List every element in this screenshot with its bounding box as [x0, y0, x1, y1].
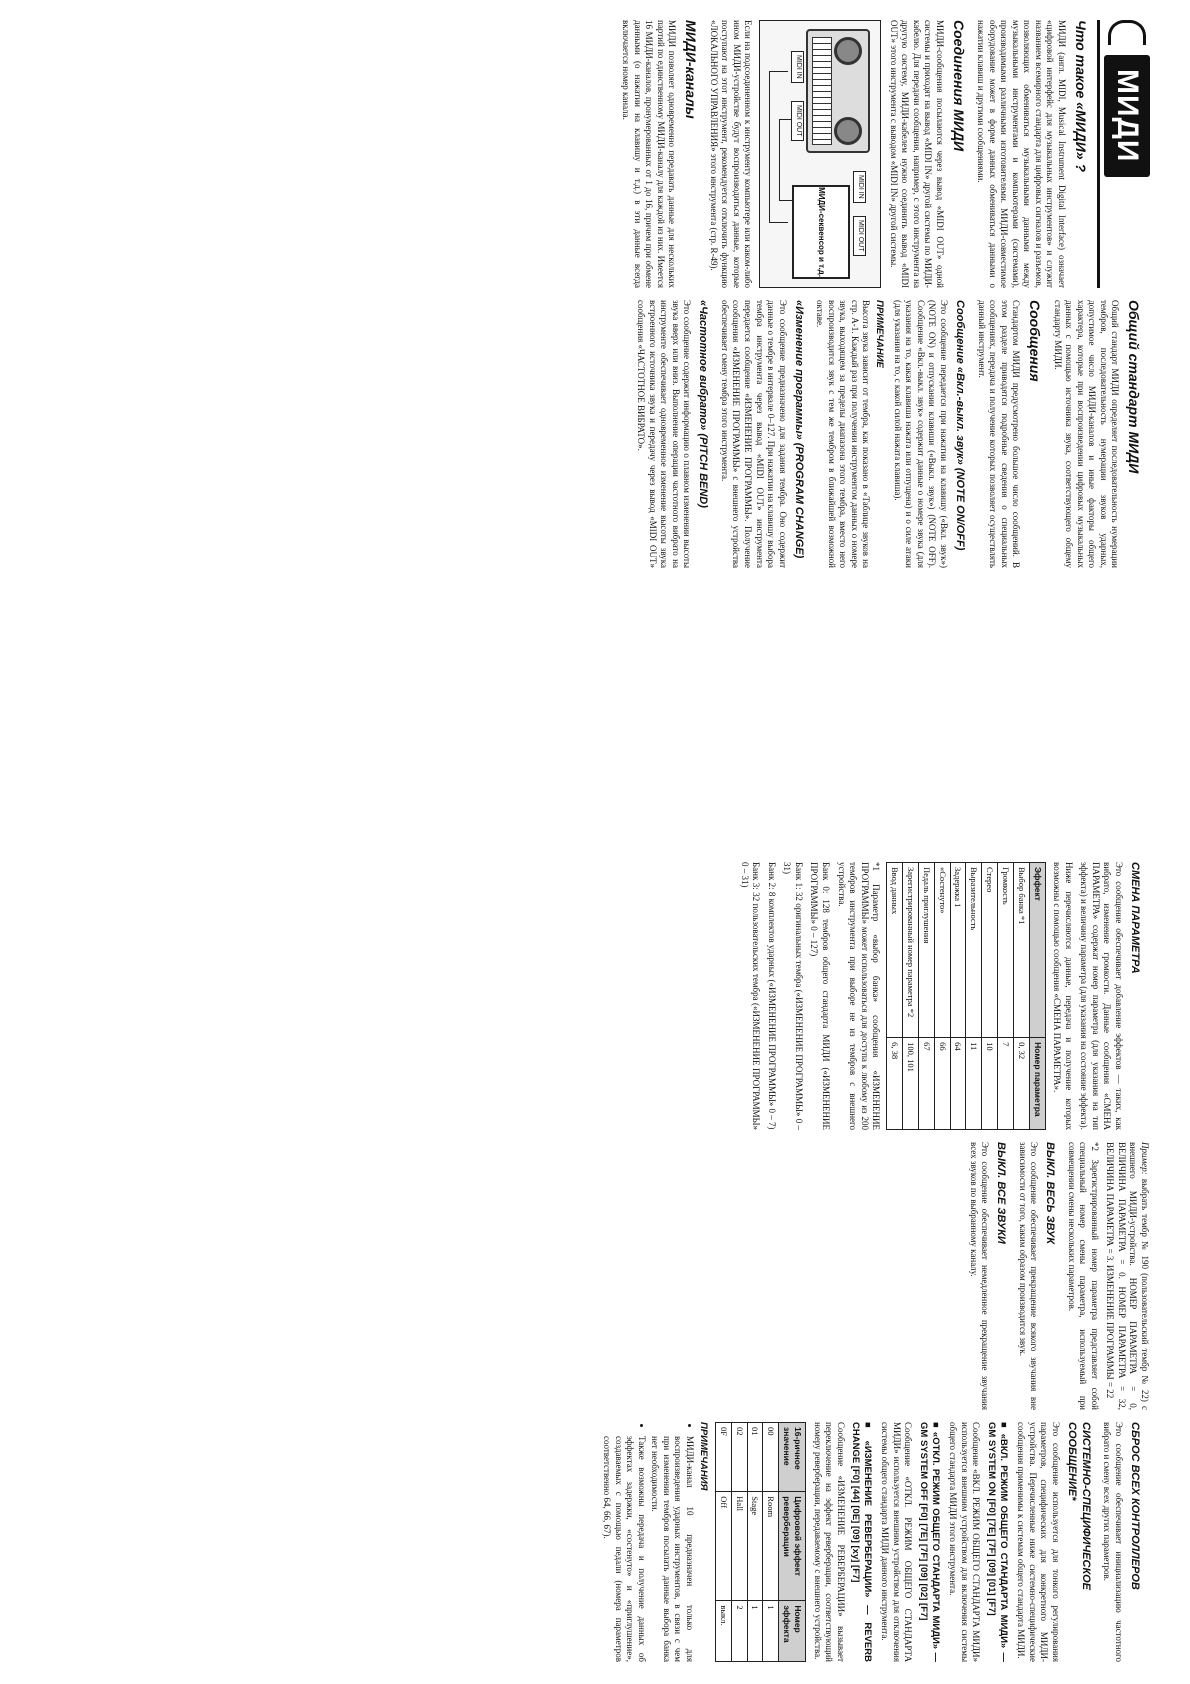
number-cell: 66: [934, 1038, 950, 1130]
section-header: [1104, 20, 1150, 288]
example-label: Пример:: [1140, 1142, 1150, 1175]
table-row: [998, 863, 1014, 1130]
general-midi-text: Общий стандарт МИДИ определяет последовательность нумерации тембров, последовательность нумерации звуков ударных, допустимое число МИДИ-каналов и иные факторы общего характера, которые при воспроизведении цифровых музыкальных данных с помощью источника звука, соответствующего общему стандарту МИДИ.: [1052, 300, 1121, 568]
effect-number-cell: выкл.: [715, 1601, 731, 1662]
program-change-text: Это сообщение предназначено для задания тембра. Оно содержит данные о тембре в интервале 0–127. При нажатии на клавишу выбора тембра инструмента через вывод «MIDI OUT» инструмента передается сообщение «ИЗМЕНЕНИЕ ПРОГРАММЫ». Получение сообщения «ИЗМЕНЕНИЕ ПРОГРАММЫ» с внешнего устройства обеспечивает смену тембра этого инструмента.: [719, 300, 788, 568]
reverb-text: Сообщение «ИЗМЕНЕНИЕ РЕВЕРБЕРАЦИИ» вызывает переключение на эффект реверберации, соответствующий номеру реверберации, передаваемому с внешнего устройства.: [812, 1422, 846, 1662]
effect-cell: Выразительность: [966, 863, 982, 1038]
keyboard-illustration: [806, 29, 870, 153]
program-change-heading: «Изменение программы» (PROGRAM CHANGE): [792, 300, 805, 559]
reverb-effect-cell: Hall: [731, 1492, 747, 1601]
list-item: • МИДИ-канал 10 предназначен только для воспроизведения ударных инструментов, в связи с чем при изменении тембров посылать данные выбора банка нет необходимости.: [649, 1436, 695, 1662]
sequencer-box: МИДИ-секвенсор и т.д.: [792, 185, 850, 279]
param-change-intro-2: Ниже перечисляются данные, передача и получение которых возможны с помощью сообщения «СМЕНА ПАРАМЕТРА».: [1052, 862, 1074, 1130]
number-cell: 64: [950, 1038, 966, 1130]
reverb-effect-cell: Stage: [747, 1492, 763, 1601]
lower-rotated-content: [0, 842, 1190, 1684]
table-header-row: [779, 1423, 806, 1662]
table-row: [763, 1423, 779, 1662]
section-bracket-icon: [1108, 20, 1146, 45]
reset-all-heading: СБРОС ВСЕХ КОНТРОЛЛЕРОВ: [1129, 1422, 1141, 1590]
table-row: [747, 1423, 763, 1662]
effect-cell: «Состенуто»: [934, 863, 950, 1038]
table-header-row: [1029, 863, 1045, 1130]
effect-number-cell: 2: [731, 1601, 747, 1662]
note-text: Высота звука зависит от тембра, как показано в «Таблице звуков на стр. А-1. Каждый раз при получении инструментом данных о номере звука, выходящем за пределы диапазона этого тембра, вместо него воспроизводится звук с тем же тембром в ближайшей возможной октаве.: [815, 300, 872, 568]
midi-cable-2: [779, 119, 792, 201]
number-cell: 6, 38: [887, 1038, 903, 1130]
lower-column-3: [40, 1422, 1150, 1662]
table-row: [918, 863, 934, 1130]
sequencer-midi-in-label: MIDI IN: [853, 171, 866, 203]
midi-connection-diagram: [759, 20, 881, 288]
speaker-left-icon: [834, 37, 862, 65]
note-label: ПРИМЕЧАНИЕ: [874, 300, 886, 368]
bank-3-text: Банк 3: 32 пользовательских тембра («ИЗМЕНЕНИЕ ПРОГРАММЫ» 0 – 31): [739, 862, 762, 1130]
gm-on-heading: «ВКЛ. РЕЖИМ ОБЩЕГО СТАНДАРТА МИДИ» — GM SYSTEM ON [F0] [7E] [7F] [09] [01] [F7]: [985, 1422, 1009, 1662]
hex-cell: 02: [731, 1423, 747, 1492]
reset-all-text: Это сообщение обеспечивает инициализацию частотного вибрато и смену всех других параметров.: [1102, 1422, 1124, 1662]
all-notes-off-heading: ВЫКЛ. ВЕСЬ ЗВУК: [1044, 1142, 1057, 1244]
midi-connections-heading: Соединения МИДИ: [950, 20, 967, 152]
list-item: • Также возможны передача и получение данных об эффектах задержки, «состенуто» и «приглушение», создаваемых с помощью педали (номера параметров соответственно 64, 66, 67).: [601, 1436, 647, 1662]
square-bullet-icon: ■: [997, 1422, 1009, 1434]
midi-channels-heading: МИДИ-каналы: [683, 20, 700, 119]
table-row: [731, 1423, 747, 1662]
param-change-intro: Это сообщение обеспечивает добавление эффектов — таких, как вибрато, изменение громкости. Данные сообщения «СМЕНА ПАРАМЕТРА» содержат номер параметра (для указания на тип эффекта) и величину параметра (для указания на состояние эффекта).: [1079, 862, 1124, 1130]
gm-on-text: Сообщение «ВКЛ. РЕЖИМ ОБЩЕГО СТАНДАРТА МИДИ» используется внешним устройством для включения системы общего стандарта МИДИ этого инструмента.: [948, 1422, 982, 1662]
lower-column-1: [40, 862, 1150, 1130]
upper-column-2: [40, 300, 1150, 568]
gm-off-text: Сообщение «ОТКЛ. РЕЖИМ ОБЩЕГО СТАНДАРТА МИДИ» используется внешним устройством для отключения системы общего стандарта МИДИ данного инструмента.: [880, 1422, 914, 1662]
lower-page-half: [0, 842, 1190, 1684]
section-rule: [1097, 20, 1100, 288]
speaker-right-icon: [834, 117, 862, 145]
number-cell: 10: [982, 1038, 998, 1130]
table-row: [1014, 863, 1030, 1130]
effect-cell: Зарегистрированный номер параметра *2: [902, 863, 918, 1038]
effect-cell: Стерео: [982, 863, 998, 1038]
effect-cell: Педаль приглушения: [918, 863, 934, 1038]
lower-column-2: [40, 1142, 1150, 1410]
table-row: [950, 863, 966, 1130]
table-row: [902, 863, 918, 1130]
col-number-header: Номер параметра: [1029, 1038, 1045, 1130]
col-hex-header: 16-ричное значение: [779, 1423, 806, 1492]
example-text: выбрать тембр № 190 (пользовательский тембр № 22) с внешнего МИДИ-устройства. НОМЕР ПАРАМЕТРА = 0, ВЕЛИЧИНА ПАРАМЕТРА = 0. НОМЕР ПАРАМЕТРА = 32, ВЕЛИЧИНА ПАРАМЕТРА = 3. ИЗМЕНЕНИЕ ПРОГРАММЫ = 22: [1105, 1142, 1150, 1410]
keys-illustration: [812, 37, 832, 145]
note-on-off-text: Это сообщение передается при нажатии на клавишу («Вкл. звук») (NOTE ON) и отпускании клавиши («Выкл. звук») (NOTE OFF). Сообщение «Вкл.-выкл. звук» содержит данные о номере звука (для указания на то, какая клавиша нажата или отпущена) и о силе атаки (для указания на то, с какой силой нажата клавиша).: [892, 300, 949, 568]
midi-connections-text: МИДИ-сообщения посылаются через вывод «MIDI OUT» одной системы и приходят на вывод «MIDI IN» другой системы по МИДИ-кабелю. Для передачи сообщения, например, с этого инструмента на другую систему, МИДИ-кабелем нужно соединить вывод «MIDI OUT» этого инструмента с выводом «MIDI IN» другой системы.: [888, 20, 945, 288]
square-bullet-icon: ■: [861, 1422, 873, 1441]
bank-1-text: Банк 1: 32 оригинальных тембра («ИЗМЕНЕНИЕ ПРОГРАММЫ» 0 – 31): [782, 862, 804, 1130]
keyboard-midi-out-label: MIDI OUT: [791, 101, 804, 141]
effect-cell: Выбор банка *1: [1014, 863, 1030, 1038]
all-sound-off-heading: ВЫКЛ. ВСЕ ЗВУКИ: [995, 1142, 1008, 1244]
note-on-off-heading: Сообщение «Вкл.-выкл. звук» (NOTE ON/OFF): [954, 300, 967, 551]
upper-column-3: [40, 580, 1150, 820]
number-cell: 100, 101: [902, 1038, 918, 1130]
number-cell: 11: [966, 1038, 982, 1130]
pitch-bend-heading: «Частотное вибрато» (PITCH BEND): [697, 300, 710, 508]
reverb-effect-cell: Off: [715, 1492, 731, 1601]
keyboard-midi-in-label: MIDI IN: [791, 51, 804, 83]
effect-number-cell: 1: [763, 1601, 779, 1662]
table-row: [934, 863, 950, 1130]
number-cell: 67: [918, 1038, 934, 1130]
sysex-heading: СИСТЕМНО-СПЕЦИФИЧЕСКОЕ СООБЩЕНИЕ*: [1065, 1422, 1092, 1590]
footnote-2: *2 Зарегистрированный номер параметра представляет собой специальный номер смены параметра, используемый при совмещении смены нескольких параметров.: [1066, 1142, 1100, 1410]
general-midi-heading: Общий стандарт МИДИ: [1126, 300, 1142, 474]
pitch-bend-text: Это сообщение содержит информацию о плавном изменении высоты звука вверх или вниз. Выполнение операции частотного вибрато на инструменте обеспечивает одновременное изменение высоты звука встроенного источника звука и передачу через вывод «MIDI OUT» сообщения «ЧАСТОТНОЕ ВИБРАТО».: [636, 300, 693, 568]
midi-channels-text: МИДИ позволяет одновременно передавать данные для нескольких партий по единственному МИДИ-каналу для каждой из них. Имеется 16 МИДИ-каналов, пронумерованных от 1 до 16, причем при обмене данными (о нажатии на клавишу и т.д.) в эти данные всегда включается номер канала.: [621, 20, 678, 288]
notes-label: ПРИМЕЧАНИЯ: [697, 1422, 709, 1491]
number-cell: 7: [998, 1038, 1014, 1130]
sequencer-midi-out-label: MIDI OUT: [853, 216, 866, 256]
param-change-heading: СМЕНА ПАРАМЕТРА: [1129, 862, 1141, 974]
reverb-table: [715, 1422, 806, 1662]
number-cell: 0, 32: [1014, 1038, 1030, 1130]
hex-cell: 0F: [715, 1423, 731, 1492]
table-row: [982, 863, 998, 1130]
footnote-1: *1 Параметр «выбор банка» сообщения «ИЗМЕНЕНИЕ ПРОГРАММЫ» может использоваться для доступа к любому из 200 тембров инструмента при выборе не из тембров с внешнего устройства.: [836, 862, 882, 1130]
effect-number-cell: 1: [747, 1601, 763, 1662]
reverb-heading: «ИЗМЕНЕНИЕ РЕВЕРБЕРАЦИИ» — REVERB CHANGE [F0] [44] [0E] [09] [xy] [F7]: [849, 1422, 873, 1662]
bank-2-text: Банк 2: 8 комплектов ударных («ИЗМЕНЕНИЕ ПРОГРАММЫ» 0 – 7): [766, 862, 777, 1130]
section-title: МИДИ: [1104, 55, 1150, 177]
effect-cell: Ввод данных: [887, 863, 903, 1038]
col-reverb-effect-header: Цифровой эффект реверберации: [779, 1492, 806, 1601]
table-row: [966, 863, 982, 1130]
col-effect-header: Эффект: [1029, 863, 1045, 1038]
reverb-effect-cell: Room: [763, 1492, 779, 1601]
messages-heading: Сообщения: [1027, 300, 1043, 382]
param-change-table: [886, 862, 1046, 1130]
all-sound-off-text: Это сообщение обеспечивает немедленное прекращение звучания всех звуков по выбранному каналу.: [968, 1142, 991, 1410]
local-control-tip: Если на подсоединенном к инструменту компьютере или каком-либо ином МИДИ-устройстве будут воспроизводиться данные, которые поступают на этот инструмент, рекомендуется отключить функцию «ЛОКАЛЬНОГО УПРАВЛЕНИЯ» этого инструмента (стр. R-49).: [708, 20, 754, 288]
effect-cell: Громкость: [998, 863, 1014, 1038]
what-is-midi-heading: Что такое «МИДИ» ?: [1072, 20, 1089, 173]
col-effect-number-header: Номер эффекта: [779, 1601, 806, 1662]
all-notes-off-text: Это сообщение обеспечивает прекращение всякого звучания вне зависимости от того, каким образом производится звук.: [1017, 1142, 1040, 1410]
notes-list: [601, 1436, 695, 1662]
hex-cell: 01: [747, 1423, 763, 1492]
square-bullet-icon: ■: [929, 1422, 941, 1432]
what-is-midi-text: МИДИ (англ. MIDI, Musical Instrument Digital Interface) означает «цифровой интерфейс для музыкальных инструментов» и служит названием всемирного стандарта для цифровых сигналов и разъемов, позволяющих обмениваться музыкальными данными между музыкальными инструментами и компьютерами (системами), производимыми различными изготовителями. МИДИ-совместимое оборудование может в форме данных обмениваться данными о нажатии клавиш и другими сообщениями.: [976, 20, 1067, 288]
messages-text: Стандартом МИДИ предусмотрено большое число сообщений. В этом разделе приводятся подробные сведения о специальных сообщениях, передача и получение которых позволяет осуществлять данный инструмент.: [976, 300, 1022, 568]
sysex-text: Это сообщение используется для тонкого регулирования параметров, специфических для конкретного МИДИ-устройства. Перечисленные ниже системно-специфические сообщения применимы к системам общего стандарта МИДИ.: [1016, 1422, 1061, 1662]
upper-column-1: [40, 20, 1150, 288]
bank-0-text: Банк 0: 128 тембров общего стандарта МИДИ («ИЗМЕНЕНИЕ ПРОГРАММЫ» 0 – 127): [809, 862, 832, 1130]
effect-cell: Задержка 1: [950, 863, 966, 1038]
table-row: [887, 863, 903, 1130]
hex-cell: 00: [763, 1423, 779, 1492]
gm-off-heading: «ОТКЛ. РЕЖИМ ОБЩЕГО СТАНДАРТА МИДИ» — GM SYSTEM OFF [F0] [7E] [7F] [09] [02] [F7]: [917, 1422, 941, 1662]
table-row: [715, 1423, 731, 1662]
